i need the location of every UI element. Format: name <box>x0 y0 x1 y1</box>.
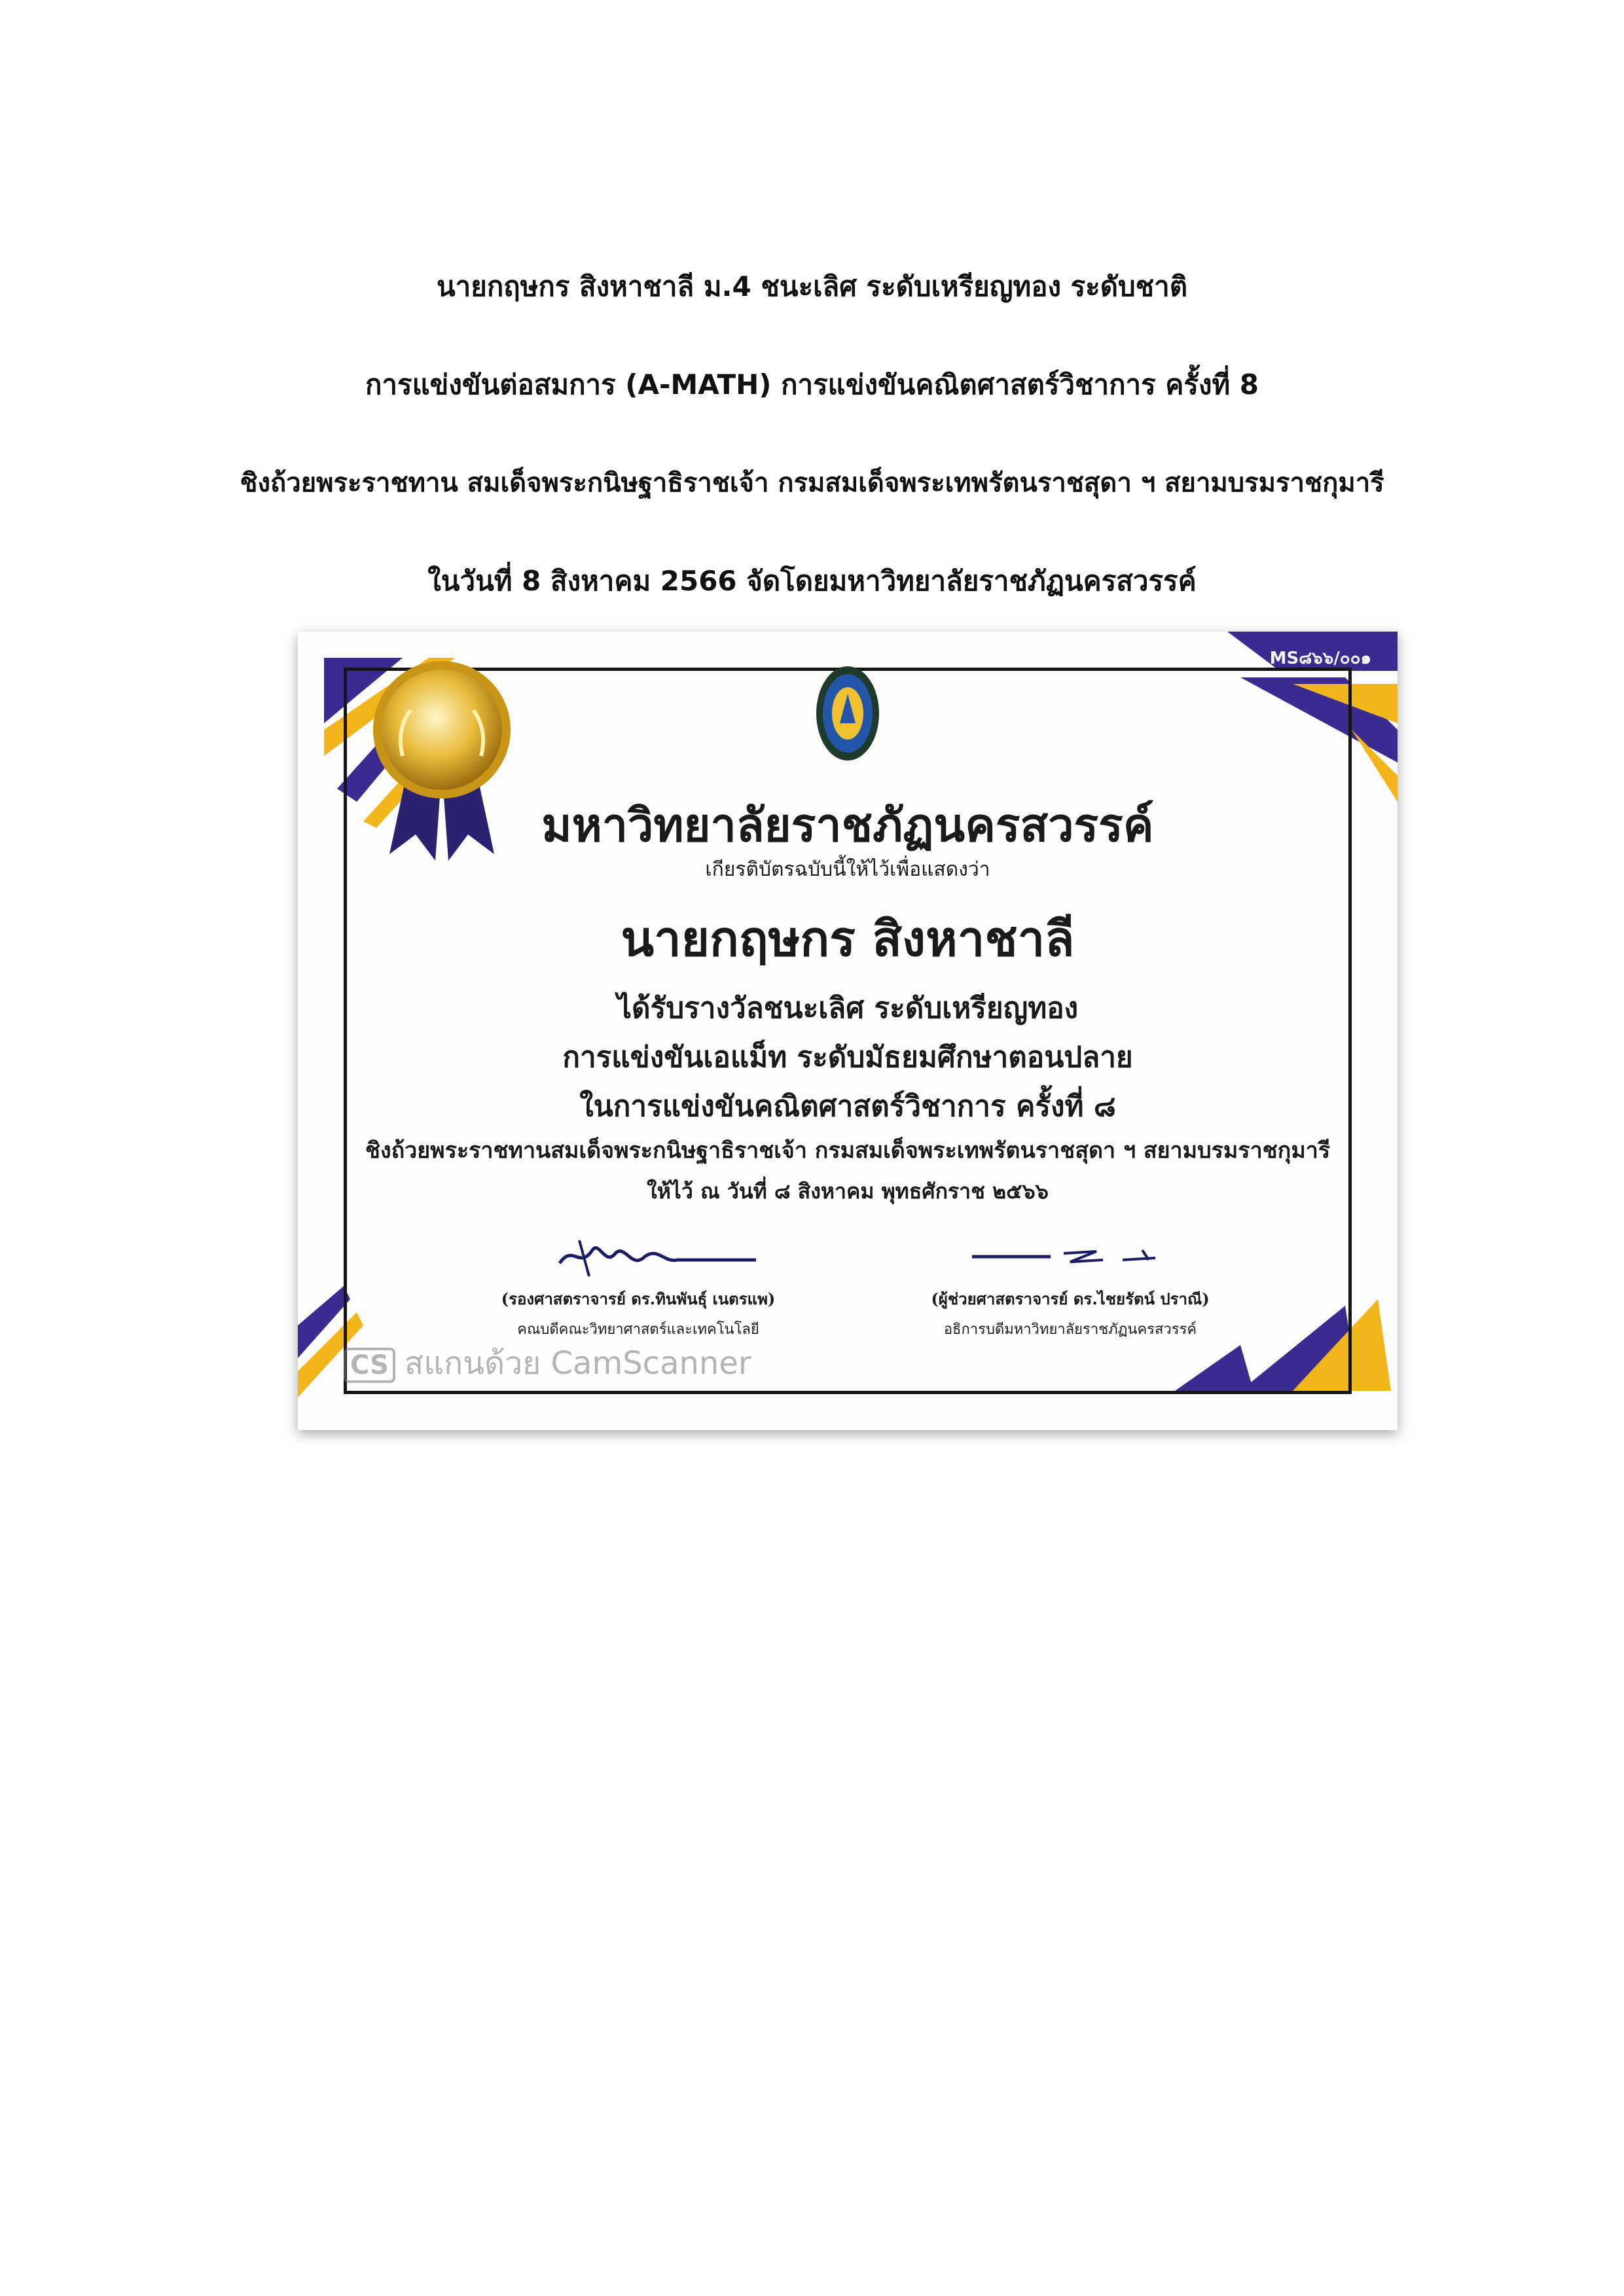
camscanner-watermark <box>344 1338 751 1388</box>
certificate-intro: เกียรติบัตรฉบับนี้ให้ไว้เพื่อแสดงว่า <box>705 858 990 881</box>
caption-line-2: การแข่งขันต่อสมการ (A-MATH) การแข่งขันคณิตศาสตร์วิชาการ ครั้งที่ 8 <box>365 368 1259 401</box>
university-seal-icon <box>815 664 880 762</box>
caption-line-3: ชิงถ้วยพระราชทาน สมเด็จพระกนิษฐาธิราชเจ้า กรมสมเด็จพระเทพรัตนราชสุดา ฯ สยามบรมราชกุมารี <box>240 468 1384 498</box>
certificate-image <box>298 632 1398 1430</box>
certificate-recipient: นายกฤษกร สิงหาชาลี <box>621 911 1075 967</box>
caption-line-4: ในวันที่ 8 สิงหาคม 2566 จัดโดยมหาวิทยาลัยราชภัฏนครสวรรค์ <box>427 565 1197 597</box>
caption-line-1: นายกฤษกร สิงหาชาลี ม.4 ชนะเลิศ ระดับเหรียญทอง ระดับชาติ <box>436 270 1188 302</box>
certificate-line-1: ได้รับรางวัลชนะเลิศ ระดับเหรียญทอง <box>617 992 1079 1025</box>
camscanner-watermark-text: สแกนด้วย CamScanner <box>404 1345 751 1382</box>
certificate-line-4: ชิงถ้วยพระราชทานสมเด็จพระกนิษฐาธิราชเจ้า กรมสมเด็จพระเทพรัตนราชสุดา ฯ สยามบรมราชกุมารี <box>365 1138 1331 1164</box>
signer-left-name: (รองศาสตราจารย์ ดร.ทินพันธุ์ เนตรแพ) <box>501 1289 776 1308</box>
certificate-code: MS๘๖๖/๐๐๑ <box>1269 649 1371 668</box>
certificate-line-2: การแข่งขันเอแม็ท ระดับมัธยมศึกษาตอนปลาย <box>562 1041 1133 1074</box>
signer-right-role: อธิการบดีมหาวิทยาลัยราชภัฏนครสวรรค์ <box>943 1321 1197 1338</box>
signature-left <box>553 1230 763 1283</box>
certificate-university: มหาวิทยาลัยราชภัฏนครสวรรค์ <box>541 798 1154 852</box>
certificate-line-5: ให้ไว้ ณ วันที่ ๘ สิงหาคม พุทธศักราช ๒๕๖๖ <box>647 1179 1049 1204</box>
certificate-line-3: ในการแข่งขันคณิตศาสตร์วิชาการ ครั้งที่ ๘ <box>579 1090 1116 1123</box>
signer-right-name: (ผู้ช่วยศาสตราจารย์ ดร.ไชยรัตน์ ปราณี) <box>931 1289 1210 1308</box>
signature-right <box>965 1237 1175 1276</box>
signer-left-role: คณบดีคณะวิทยาศาสตร์และเทคโนโลยี <box>517 1321 759 1338</box>
camscanner-logo-icon: CS <box>344 1348 395 1383</box>
